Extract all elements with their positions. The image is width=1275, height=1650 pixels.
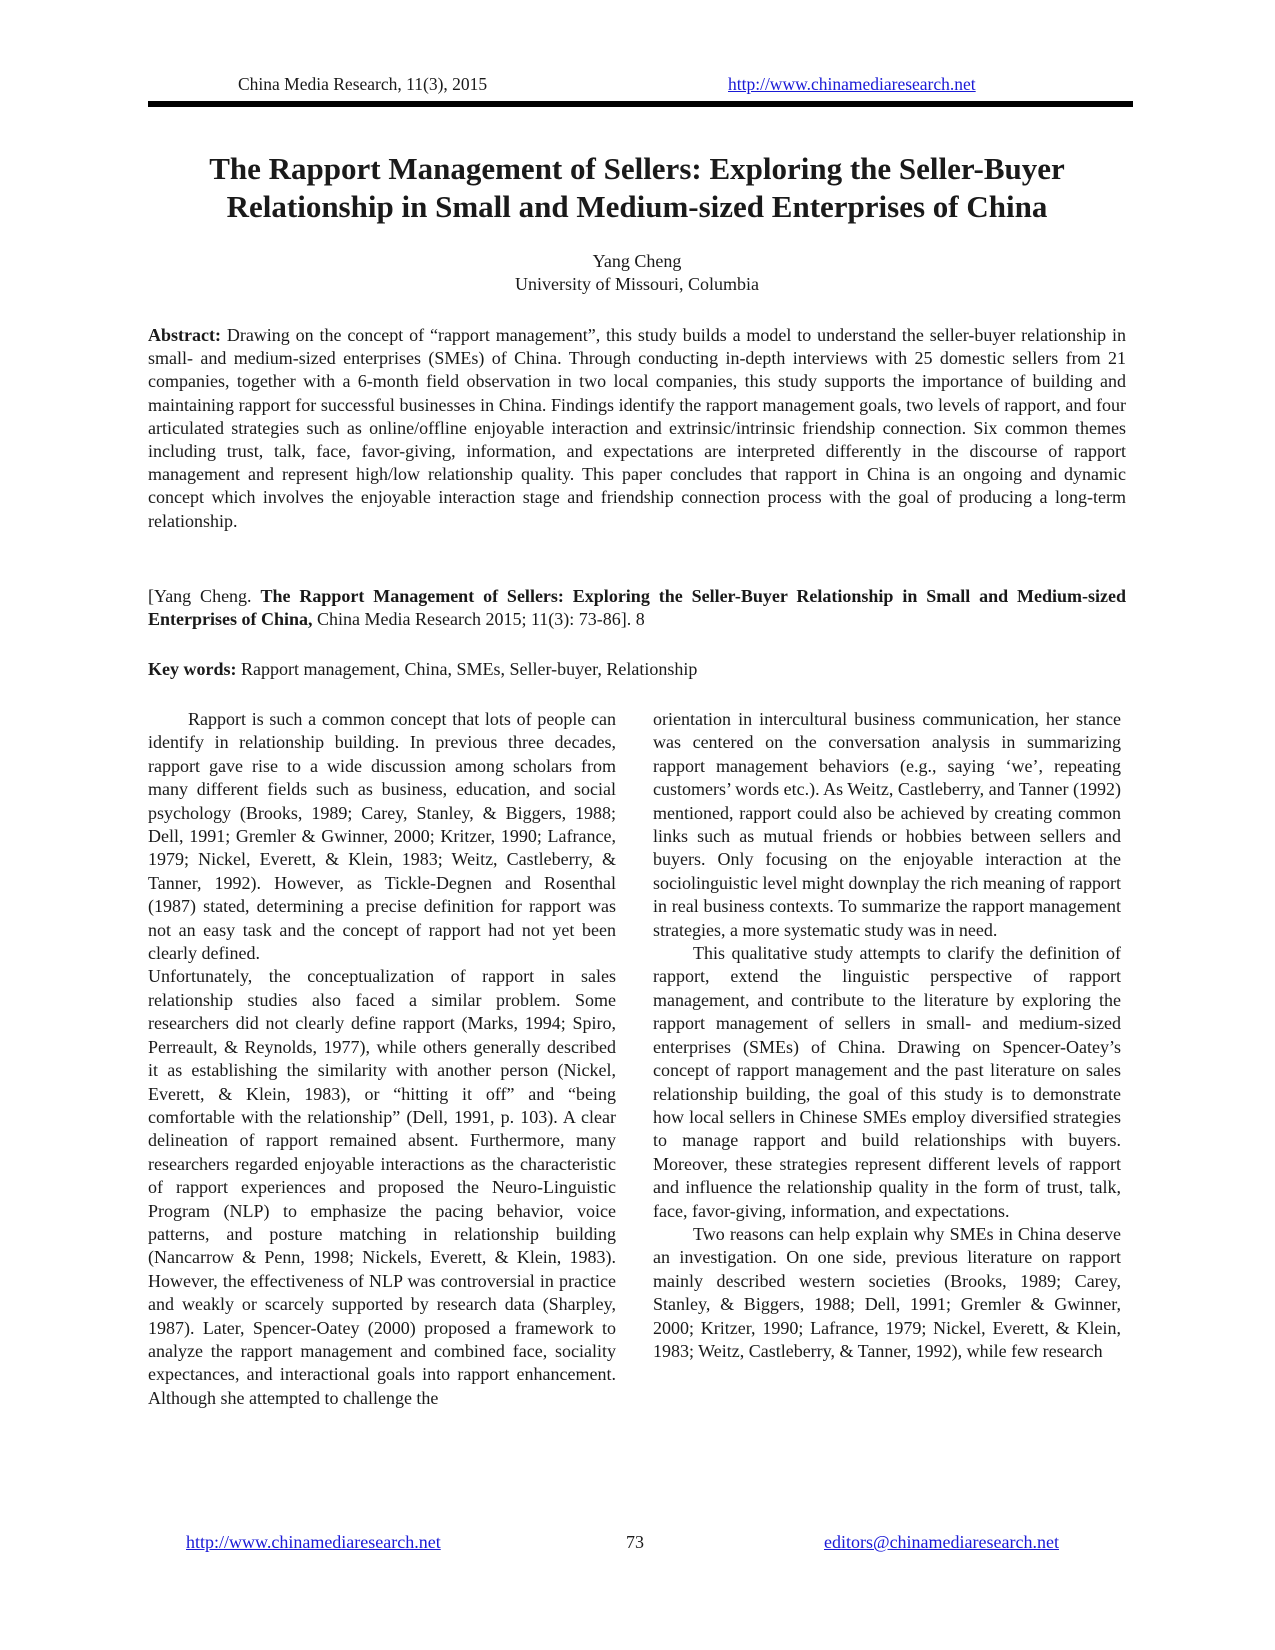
author-block xyxy=(148,250,1126,296)
page-footer xyxy=(0,1532,1275,1558)
body-paragraph: Two reasons can help explain why SMEs in China deserve an investigation. On one side, previous literature on rapport mainly described western societies (Brooks, 1989; Carey, Stanley, & Biggers, 1988; Dell, 1991; Gremler & Gwinner, 2000; Kritzer, 1990; Lafrance, 1979; Nickel, Everett, & Klein, 1983; Weitz, Castleberry, & Tanner, 1992), while few research xyxy=(653,1223,1121,1361)
keywords-text: Rapport management, China, SMEs, Seller-buyer, Relationship xyxy=(236,659,698,679)
author-affiliation: University of Missouri, Columbia xyxy=(515,274,759,294)
citation-prefix: [Yang Cheng. xyxy=(148,586,261,606)
running-header xyxy=(148,74,1126,98)
body-paragraph: This qualitative study attempts to clarify the definition of rapport, extend the linguistic perspective of rapport management, and contribute to the literature by exploring the rapport management of sellers in small- and medium-sized enterprises (SMEs) of China. Drawing on Spencer-Oatey’s concept of rapport management and the past literature on sales relationship building, the goal of this study is to demonstrate how local sellers in Chinese SMEs employ diversified strategies to manage rapport and build relationships with buyers. Moreover, these strategies represent different levels of rapport and influence the relationship quality in the form of trust, talk, face, favor-giving, information, and expectations. xyxy=(653,943,1121,1221)
journal-citation: China Media Research, 11(3), 2015 xyxy=(238,74,488,94)
body-column-right xyxy=(653,708,1121,1363)
footer-email-link[interactable]: editors@chinamediaresearch.net xyxy=(824,1532,1059,1552)
body-paragraph: orientation in intercultural business communication, her stance was centered on the conversation analysis in summarizing rapport management behaviors (e.g., saying ‘we’, repeating customers’ words etc.). As Weitz, Castleberry, and Tanner (1992) mentioned, rapport could also be achieved by creating common links such as mutual friends or hobbies between sellers and buyers. Only focusing on the enjoyable interaction at the sociolinguistic level might downplay the rich meaning of rapport in real business contexts. To summarize the rapport management strategies, a more systematic study was in need. xyxy=(653,709,1121,940)
author-name: Yang Cheng xyxy=(592,251,682,271)
paper-title-line-1: The Rapport Management of Sellers: Exploring the Seller-Buyer xyxy=(209,151,1065,186)
keywords xyxy=(148,658,1126,681)
page-number: 73 xyxy=(626,1532,644,1552)
paper-title xyxy=(148,150,1126,226)
header-rule xyxy=(148,101,1133,107)
body-paragraph: Rapport is such a common concept that lots of people can identify in relationship building. In previous three decades, rapport gave rise to a wide discussion among scholars from many different fields such as business, education, and social psychology (Brooks, 1989; Carey, Stanley, & Biggers, 1988; Dell, 1991; Gremler & Gwinner, 2000; Kritzer, 1990; Lafrance, 1979; Nickel, Everett, & Klein, 1983; Weitz, Castleberry, & Tanner, 1992). However, as Tickle-Degnen and Rosenthal (1987) stated, determining a precise definition for rapport was not an easy task and the concept of rapport had not yet been clearly defined. xyxy=(148,709,616,964)
abstract-text: Drawing on the concept of “rapport management”, this study builds a model to understand the seller-buyer relationship in small- and medium-sized enterprises (SMEs) of China. Through conducting in-depth interviews with 25 domestic sellers from 21 companies, together with a 6-month field observation in two local companies, this study supports the importance of building and maintaining rapport for successful businesses in China. Findings identify the rapport management goals, two levels of rapport, and four articulated strategies such as online/offline enjoyable interaction and extrinsic/intrinsic friendship connection. Six common themes including trust, talk, face, favor-giving, information, and expectations are interpreted differently in the discourse of rapport management and represent high/low relationship quality. This paper concludes that rapport in China is an ongoing and dynamic concept which involves the enjoyable interaction stage and friendship connection process with the goal of producing a long-term relationship. xyxy=(148,325,1126,531)
keywords-label: Key words: xyxy=(148,659,237,679)
citation-suffix: China Media Research 2015; 11(3): 73-86]. 8 xyxy=(312,609,645,630)
body-column-left xyxy=(148,708,616,1410)
body-paragraph: Unfortunately, the conceptualization of rapport in sales relationship studies also faced a similar problem. Some researchers did not clearly define rapport (Marks, 1994; Spiro, Perreault, & Reynolds, 1977), while others generally described it as establishing the similarity with another person (Nickel, Everett, & Klein, 1983), or “hitting it off” and “being comfortable with the relationship” (Dell, 1991, p. 103). A clear delineation of rapport remained absent. Furthermore, many researchers regarded enjoyable interactions as the characteristic of rapport experiences and proposed the Neuro-Linguistic Program (NLP) to emphasize the pacing behavior, voice patterns, and posture matching in relationship building (Nancarrow & Penn, 1998; Nickels, Everett, & Klein, 1983). However, the effectiveness of NLP was controversial in practice and weakly or scarcely supported by research data (Sharpley, 1987). Later, Spencer-Oatey (2000) proposed a framework to analyze the rapport management and combined face, sociality expectances, and interactional goals into rapport enhancement. Although she attempted to challenge the xyxy=(148,966,616,1408)
footer-url-link[interactable]: http://www.chinamediaresearch.net xyxy=(186,1532,441,1552)
abstract-label: Abstract: xyxy=(148,325,221,345)
abstract xyxy=(148,324,1126,533)
citation-title: The Rapport Management of Sellers: Exploring the Seller-Buyer Relationship in Small and Medium-sized Enterprises of China, xyxy=(148,586,1126,630)
paper-title-line-2: Relationship in Small and Medium-sized Enterprises of China xyxy=(226,189,1048,224)
citation xyxy=(148,585,1126,631)
journal-url-link[interactable]: http://www.chinamediaresearch.net xyxy=(728,74,976,94)
